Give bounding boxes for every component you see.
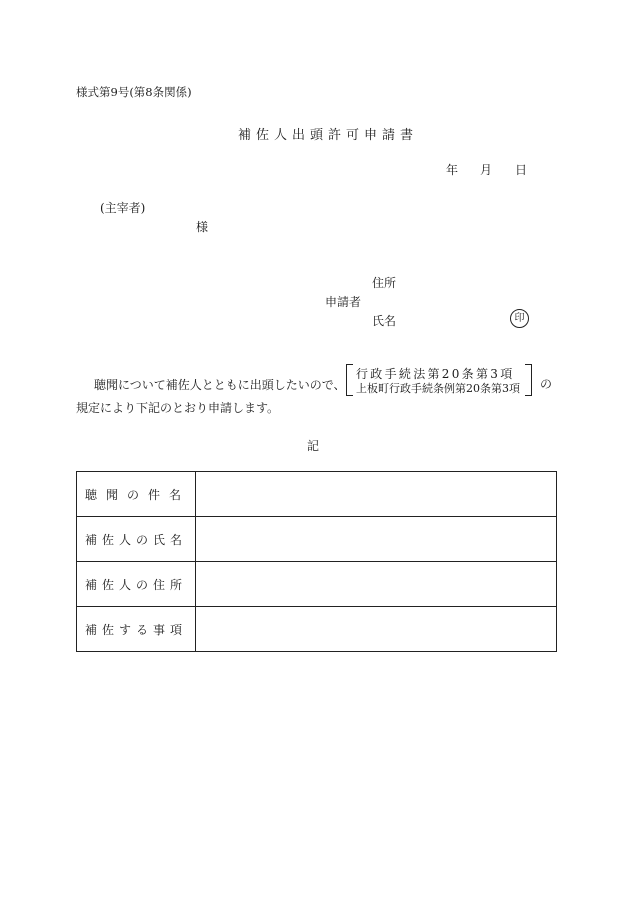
date-year-label: 年: [446, 163, 459, 177]
body-line-1: 聴聞について補佐人とともに出頭したいので、: [94, 378, 346, 392]
left-bracket: [346, 364, 353, 396]
body-line-2: 規定により下記のとおり申請します。: [76, 401, 280, 415]
addressee-honorific: 様: [196, 220, 209, 234]
ki-heading: 記: [307, 439, 320, 453]
row-label-assistant-address: 補佐人の住所: [77, 562, 196, 607]
law-option-2: 上板町行政手続条例第20条第3項: [356, 382, 520, 395]
addressee-role: (主宰者): [100, 201, 146, 215]
address-label: 住所: [372, 276, 397, 290]
right-bracket: [525, 364, 532, 396]
row-value-hearing-subject[interactable]: [196, 472, 557, 517]
row-value-assistance-matters[interactable]: [196, 607, 557, 652]
row-label-assistance-matters: 補佐する事項: [77, 607, 196, 652]
document-title: 補佐人出頭許可申請書: [238, 128, 419, 143]
law-option-1: 行政手続法第20条第3項: [356, 367, 515, 381]
row-label-hearing-subject: 聴聞の件名: [77, 472, 196, 517]
seal-mark: 印: [510, 309, 529, 328]
table-row: [77, 472, 557, 517]
row-value-assistant-address[interactable]: [196, 562, 557, 607]
row-label-assistant-name: 補佐人の氏名: [77, 517, 196, 562]
law-options-bracket: [346, 364, 532, 396]
form-number: 様式第9号(第8条関係): [76, 85, 192, 99]
name-label: 氏名: [372, 314, 397, 328]
date-day-label: 日: [515, 163, 528, 177]
body-suffix: の: [540, 377, 553, 391]
date-month-label: 月: [480, 163, 493, 177]
row-value-assistant-name[interactable]: [196, 517, 557, 562]
application-table: [76, 471, 557, 652]
table-row: [77, 607, 557, 652]
table-row: [77, 562, 557, 607]
table-row: [77, 517, 557, 562]
applicant-label: 申請者: [325, 295, 362, 309]
